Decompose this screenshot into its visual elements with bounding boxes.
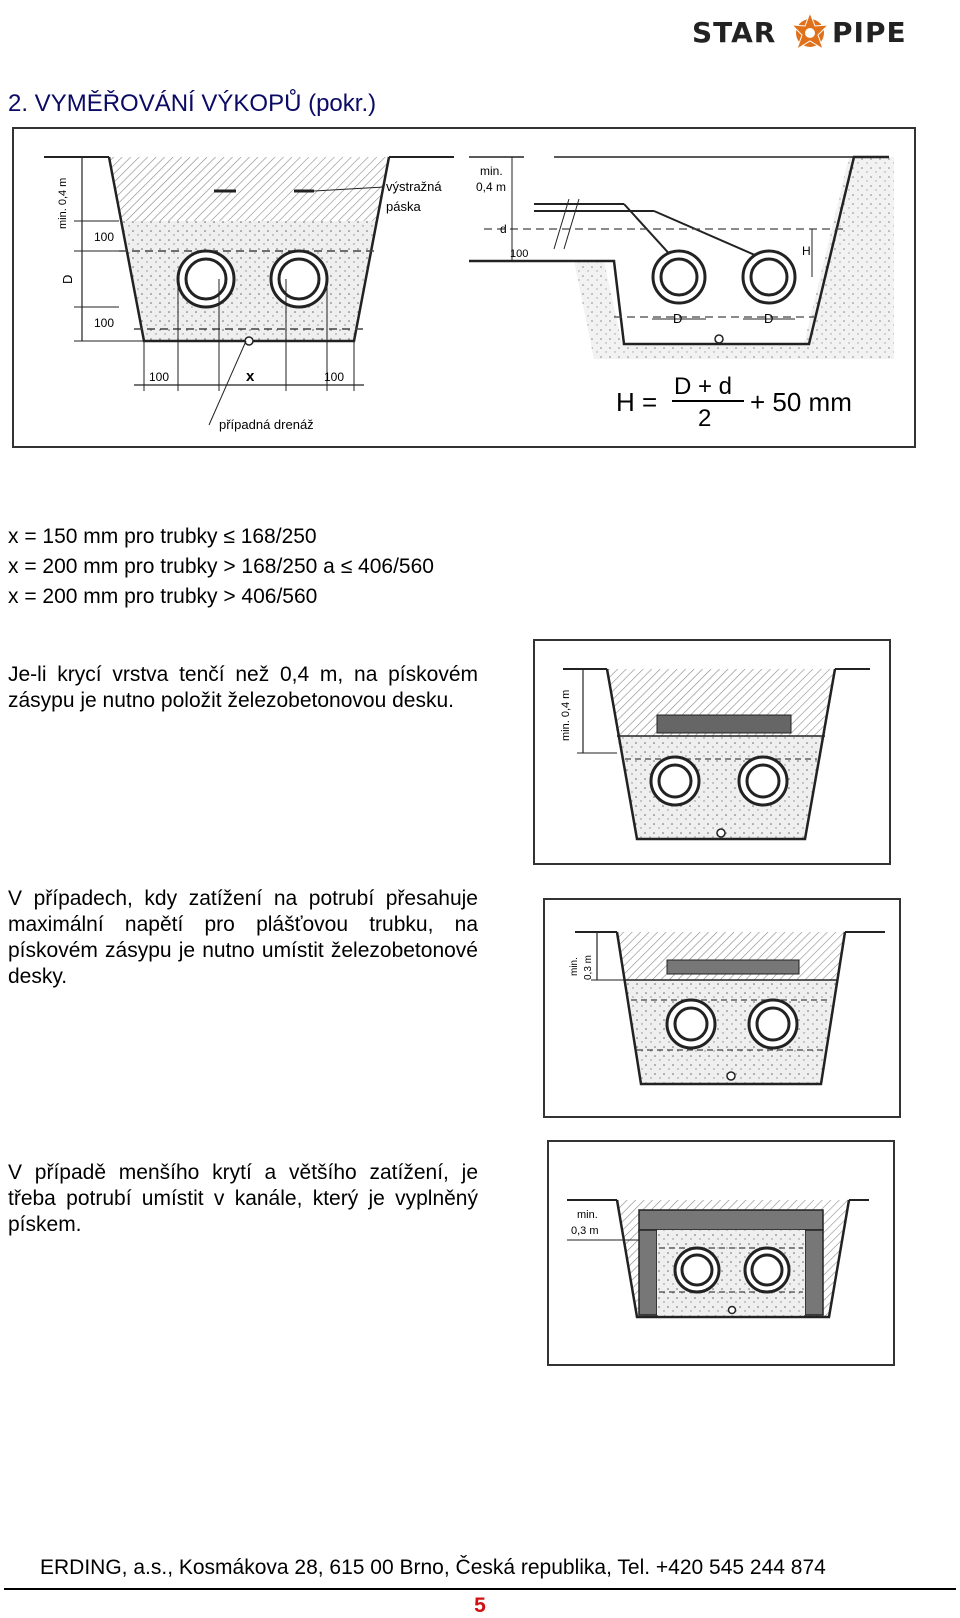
channel-wall-left <box>639 1230 657 1315</box>
label-warning-tape-1: výstražná <box>386 179 442 194</box>
label-top-100: 100 <box>94 230 115 244</box>
label-right-100: 100 <box>510 248 529 260</box>
paragraph-channel: V případě menšího krytí a většího zatížení, je třeba potrubí umístit v kanále, který je vyplněný pískem. <box>8 1161 478 1236</box>
fig2-min-label: min. 0,4 m <box>560 689 572 741</box>
channel-wall-right <box>805 1230 823 1315</box>
label-right-h: H <box>802 244 811 258</box>
x-line-1: x = 150 mm pro trubky ≤ 168/250 <box>8 525 317 548</box>
label-drainage: případná drenáž <box>219 417 314 432</box>
label-right-min-1: min. <box>480 164 503 178</box>
x-values-list <box>8 522 434 612</box>
fig3-min-label-1: min. <box>569 957 580 976</box>
figure-trench-dimensions <box>12 127 916 448</box>
channel-lid <box>639 1210 823 1230</box>
footer-address: ERDING, a.s., Kosmákova 28, 615 00 Brno, Česká republika, Tel. +420 545 244 874 <box>40 1556 826 1579</box>
starpipe-logo <box>692 6 952 56</box>
concrete-slab <box>657 715 791 733</box>
formula-denominator: 2 <box>698 405 712 432</box>
formula-lhs: H = <box>616 387 658 417</box>
label-bottom-100: 100 <box>94 316 115 330</box>
fig4-min-label-1: min. <box>577 1209 598 1221</box>
figure-concrete-slabs <box>543 898 901 1118</box>
logo-text-right: PIPE <box>832 16 907 49</box>
label-min-depth: min. 0,4 m <box>57 177 69 229</box>
label-warning-tape-2: páska <box>386 199 421 214</box>
formula-numerator: D + d <box>674 373 733 400</box>
figure-concrete-slab <box>533 639 891 865</box>
x-line-3: x = 200 mm pro trubky > 406/560 <box>8 585 318 608</box>
paragraph-max-stress: V případech, kdy zatížení na potrubí přesahuje maximální napětí pro plášťovou trubku, na pískovém zásypu je nutno umístit železobetonové desky. <box>8 887 478 988</box>
label-right-bottom-100: 100 <box>324 370 345 384</box>
label-x: x <box>246 368 255 385</box>
footer-divider <box>4 1588 956 1590</box>
label-dim-d2: D <box>764 311 774 326</box>
concrete-slabs <box>667 960 799 974</box>
logo-star-icon <box>792 13 828 49</box>
figure-channel <box>547 1140 895 1366</box>
right-trench-diagram <box>469 157 894 359</box>
formula-rhs: + 50 mm <box>750 387 852 417</box>
page-number: 5 <box>474 1594 486 1617</box>
label-d: D <box>60 274 75 284</box>
page-heading: 2. VYMĚŘOVÁNÍ VÝKOPŮ (pokr.) <box>8 90 377 117</box>
logo-text-left: STAR <box>692 16 777 49</box>
label-right-min-2: 0,4 m <box>476 180 507 194</box>
formula <box>616 373 852 432</box>
fig3-min-label-2: 0,3 m <box>583 954 594 980</box>
x-line-2: x = 200 mm pro trubky > 168/250 a ≤ 406/560 <box>8 555 434 578</box>
paragraph-cover-layer: Je-li krycí vrstva tenčí než 0,4 m, na pískovém zásypu je nutno položit železobetonovou desku. <box>8 663 478 712</box>
label-right-d: d <box>500 222 507 236</box>
fig4-min-label-2: 0,3 m <box>571 1225 599 1237</box>
label-dim-d1: D <box>673 311 683 326</box>
left-trench-diagram <box>44 157 454 432</box>
label-left-bottom-100: 100 <box>149 370 170 384</box>
